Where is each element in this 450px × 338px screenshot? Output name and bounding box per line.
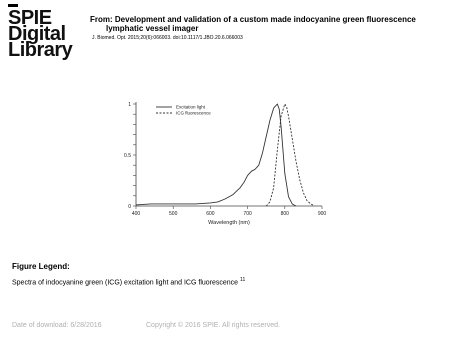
x-tick-label: 700 — [243, 211, 252, 217]
x-tick-label: 400 — [131, 211, 141, 217]
x-tick-label: 600 — [206, 211, 215, 217]
spectra-figure — [112, 96, 336, 232]
figure-legend-text — [12, 275, 442, 288]
series-line-icg-fluorescence — [266, 104, 314, 206]
article-title-continued: lymphatic vessel imager — [106, 24, 199, 33]
logo-word-digital: Digital — [8, 23, 66, 45]
download-date: Date of download: 6/28/2016 — [12, 322, 102, 329]
y-tick-label: 0 — [128, 203, 131, 210]
x-tick-label: 900 — [317, 211, 327, 217]
article-title: From: Development and validation of a custom made indocyanine green fluorescence — [90, 15, 416, 24]
x-tick-label: 800 — [280, 211, 289, 217]
logo-word-library: Library — [8, 39, 73, 61]
chart-legend — [156, 105, 211, 116]
figure-legend-caption: Spectra of indocyanine green (ICG) excitation light and ICG fluorescence — [12, 279, 239, 287]
chart-plot-area — [136, 104, 315, 206]
article-header — [90, 15, 440, 42]
x-tick-label: 500 — [169, 211, 178, 217]
figure-legend-reference: 11 — [240, 277, 246, 283]
figure-legend-heading: Figure Legend: — [12, 262, 70, 271]
article-citation: J. Biomed. Opt. 2015;20(6):066003. doi:10.1117/1.JBO.20.6.066003 — [92, 35, 243, 41]
legend-label: ICG fluorescence — [176, 110, 211, 116]
page-footer — [12, 322, 442, 329]
chart-axes — [124, 102, 326, 226]
series-line-excitation-light — [136, 104, 296, 206]
copyright-notice: Copyright © 2016 SPIE. All rights reserved. — [146, 322, 280, 329]
y-tick-label: 0.5 — [124, 152, 131, 159]
legend-label: Excitation light — [176, 104, 206, 110]
spectra-chart — [112, 96, 336, 232]
y-tick-label: 1 — [128, 101, 131, 108]
figure-legend — [12, 262, 442, 288]
x-axis-label: Wavelength (nm) — [208, 220, 250, 226]
logo-word-spie: SPIE — [8, 7, 52, 29]
